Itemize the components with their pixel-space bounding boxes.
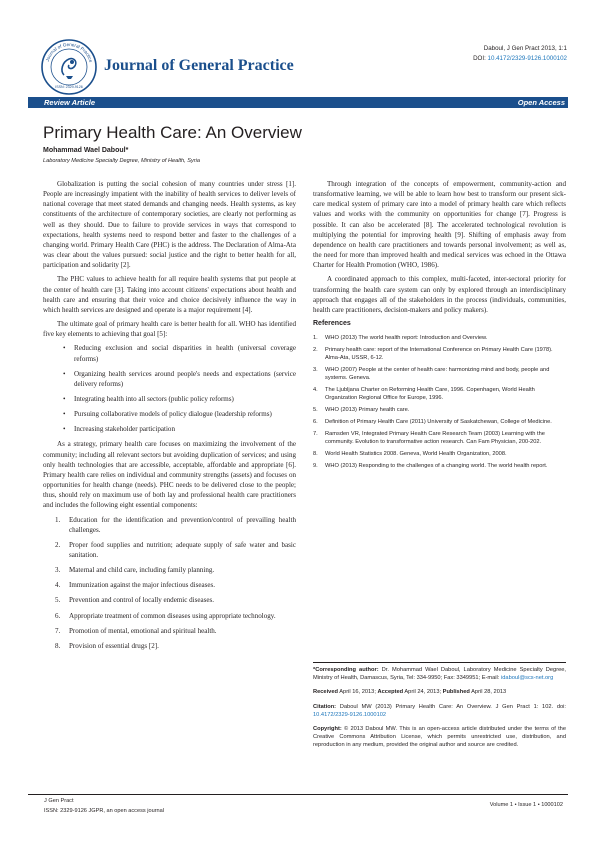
reference-item — [313, 418, 566, 426]
item-text: Immunization against the major infectious diseases. — [69, 581, 215, 590]
list-item: • Organizing health services around people's needs and expectations (service delivery reforms) — [65, 369, 296, 389]
logo-issn-text: ISSN: 2329-9126 — [55, 85, 83, 89]
author-affiliation: Laboratory Medicine Specialty Degree, Ministry of Health, Syria — [43, 158, 201, 164]
reference-item — [313, 334, 566, 342]
footer-volume: Volume 1 • Issue 1 • 1000102 — [489, 802, 563, 808]
paragraph: As a strategy, primary health care focuses on maximizing the involvement of the community; including all relevant sectors but avoiding duplication of services; and using only health technologies that are accessible, acceptable, affordable and appropriate [6]. Primary health care relies on individual and community strengths (assets) and focuses on opportunities for health change (needs). PHC needs to be delivered close to the people; thus, should rely on maximum use of both lay and professional health care practitioners and includes the following eight essential components: — [43, 440, 296, 510]
ref-text: The Ljubljana Charter on Reforming Health Care, 1996. Copenhagen, World Health Organization Regional Office for Europe, 1996. — [325, 387, 535, 402]
corresponding-author — [313, 666, 566, 682]
footer-journal-abbr: J Gen Pract — [44, 798, 74, 804]
copyright-label: Copyright: — [313, 726, 342, 733]
list-item — [55, 540, 296, 560]
accepted-date: April 24, 2013; — [403, 689, 443, 696]
item-number: 1. — [55, 515, 61, 524]
ref-number: 7. — [313, 431, 318, 438]
reference-item — [313, 366, 566, 382]
ref-number: 5. — [313, 407, 318, 414]
item-text: Prevention and control of locally endemic diseases. — [69, 596, 215, 605]
item-text: Education for the identification and prevention/control of prevailing health challenges. — [69, 515, 296, 534]
footer-issn: ISSN: 2329-9126 JGPR, an open access journal — [44, 808, 165, 814]
corresponding-text: Dr. Mohammad Wael Daboul, Laboratory Medicine Specialty Degree, Ministry of Health, Damascus, Syria, Tel: 334-9950; Fax: 3349951; E-mail: — [313, 667, 566, 682]
citation-line: Daboul, J Gen Pract 2013, 1:1 — [483, 45, 567, 52]
received-date: April 16, 2013; — [337, 689, 378, 696]
open-access-label: Open Access — [517, 98, 565, 107]
ref-number: 8. — [313, 451, 318, 458]
paragraph: The ultimate goal of primary health care is better health for all. WHO has identified five key elements to achieving that goal [5]: — [43, 320, 296, 339]
left-column — [43, 179, 296, 656]
ref-number: 6. — [313, 419, 318, 426]
references-list — [313, 334, 566, 470]
components-list — [43, 515, 296, 652]
copyright-block — [313, 725, 566, 750]
ref-text: WHO (2013) Primary health care. — [325, 407, 410, 414]
published-label: Published — [442, 689, 470, 696]
ref-text: World Health Statistics 2008. Geneva, World Health Organization, 2008. — [325, 451, 507, 458]
reference-item — [313, 430, 566, 446]
correspondence-block — [313, 666, 566, 756]
item-number: 8. — [55, 641, 61, 650]
item-number: 3. — [55, 566, 61, 575]
journal-title: Journal of General Practice — [104, 57, 294, 74]
item-number: 6. — [55, 611, 61, 620]
item-text: Proper food supplies and nutrition; adequate supply of safe water and basic sanitation. — [69, 540, 296, 559]
list-item — [55, 611, 296, 621]
email-link[interactable]: idaboul@scs-net.org — [500, 675, 554, 682]
list-item — [55, 626, 296, 636]
article-title: Primary Health Care: An Overview — [43, 123, 302, 142]
citation-header — [473, 44, 567, 64]
reference-item — [313, 450, 566, 458]
list-item — [55, 580, 296, 590]
references-heading: References — [313, 320, 351, 328]
item-text: Maternal and child care, including family planning. — [69, 566, 215, 575]
list-item: • Integrating health into all sectors (public policy reforms) — [65, 394, 296, 404]
accepted-label: Accepted — [377, 689, 404, 696]
doi-link[interactable]: 10.4172/2329-9126.1000102 — [487, 55, 567, 62]
ref-text: Ramsden VR, Integrated Primary Health Care Research Team (2003) Learning with the community. Evolution to transformative action research. Can Fam Physician, 200-202. — [325, 431, 545, 446]
list-item — [55, 595, 296, 605]
correspondence-divider — [313, 662, 566, 663]
doi-line — [473, 54, 567, 64]
article-author: Mohammad Wael Daboul* — [43, 147, 129, 154]
citation-block — [313, 703, 566, 719]
ref-text: WHO (2013) The world health report: Introduction and Overview. — [325, 335, 488, 342]
published-date: April 28, 2013 — [469, 689, 507, 696]
list-item: • Reducing exclusion and social disparities in health (universal coverage reforms) — [65, 343, 296, 363]
list-item — [55, 641, 296, 651]
copyright-text: © 2013 Daboul MW. This is an open-access article distributed under the terms of the Creative Commons Attribution License, which permits unrestricted use, distribution, and reproduction in any medium, provided the original author and source are credited. — [313, 726, 566, 749]
article-banner — [28, 97, 568, 108]
footer-left — [44, 796, 164, 816]
item-number: 7. — [55, 626, 61, 635]
doi-prefix: DOI: — [473, 55, 488, 62]
item-text: Promotion of mental, emotional and spiritual health. — [69, 626, 217, 635]
paragraph: The PHC values to achieve health for all require health systems that put people at the center of health care [3]. Taking into account citizens' expectations about health and health care and ensuring that their voice and choice decisively influence the way in which health services are designed and operate is a major requirement [4]. — [43, 275, 296, 314]
logo-arc-text: Journal of General Practice — [44, 41, 94, 63]
list-item: • Pursuing collaborative models of policy dialogue (leadership reforms) — [65, 409, 296, 419]
item-text: Provision of essential drugs [2]. — [69, 641, 159, 650]
reference-item — [313, 462, 566, 470]
reference-item — [313, 386, 566, 402]
article-type-label: Review Article — [44, 98, 95, 107]
item-number: 5. — [55, 596, 61, 605]
ref-number: 4. — [313, 387, 318, 394]
item-number: 2. — [55, 540, 61, 549]
ref-number: 9. — [313, 463, 318, 470]
ref-number: 1. — [313, 335, 318, 342]
corresponding-label: *Corresponding author: — [313, 667, 379, 673]
received-label: Received — [313, 689, 338, 696]
citation-doi-link[interactable]: 10.4172/2329-9126.1000102 — [313, 711, 387, 718]
list-item — [55, 515, 296, 535]
list-item — [55, 565, 296, 575]
reference-item — [313, 346, 566, 362]
ref-number: 2. — [313, 347, 318, 354]
citation-label: Citation: — [313, 703, 337, 710]
ref-text: WHO (2007) People at the center of health care: harmonizing mind and body, people and systems. Geneva. — [325, 367, 550, 382]
journal-logo — [40, 38, 98, 96]
right-column — [313, 179, 566, 474]
citation-text: Daboul MW (2013) Primary Health Care: An Overview. J Gen Pract 1: 102. doi: — [336, 703, 566, 710]
footer-divider — [28, 794, 568, 795]
ref-text: WHO (2013) Responding to the challenges of a changing world. The world health report. — [325, 463, 548, 470]
key-elements-list — [43, 343, 296, 434]
reference-item — [313, 406, 566, 414]
list-item: • Increasing stakeholder participation — [65, 424, 296, 434]
paragraph: Through integration of the concepts of empowerment, community-action and transformative learning, we will be able to learn how best to transform our present sick-care medical system of primary care into a model of primary health care which reflects values and works with the community on opportunities for change [7]. Progress is possible. It can also be accelerated [8]. The accelerated technological revolution is multiplying the potential for improving health [9]. Shifting of emphasis away from dependence on health care practitioners and towards personal involvement; as well as, the need for more than improved health and medical services was echoed in the Ottawa Charter for Health Promotion (WHO, 1986). — [313, 180, 566, 270]
ref-number: 3. — [313, 367, 318, 374]
ref-text: Definition of Primary Health Care (2011) University of Saskatchewan, College of Medicine. — [325, 419, 552, 426]
paragraph: Globalization is putting the social cohesion of many countries under stress [1]. People are increasingly impatient with the inability of health services to deliver levels of national coverage that meet stated demands and changing needs. Health systems, as key constituents of the architecture of contemporary societies, are clearly not performing as well as they should. Due to failure to provide services in ways that correspond to expectations, health systems need to respond better and faster to the challenges of a changing world. Primary Health Care (PHC) is the address. The Declaration of Alma-Ata was clear about the values pursued: social justice and the right to better health for all, participation and solidarity [2]. — [43, 180, 296, 270]
item-number: 4. — [55, 581, 61, 590]
dates-line — [313, 688, 566, 696]
ref-text: Primary health care: report of the International Conference on Primary Health Care (1978). Alma-Ata, USSR, 6-12. — [325, 347, 553, 362]
item-text: Appropriate treatment of common diseases using appropriate technology. — [69, 611, 276, 620]
paragraph: A coordinated approach to this complex, multi-faceted, inter-sectoral priority for transforming the health care system can only by explored through an interdisciplinary approach that engages all of the stakeholders in the process (individuals, communities, health care practitioners, decision-makers and policy makers). — [313, 275, 566, 314]
